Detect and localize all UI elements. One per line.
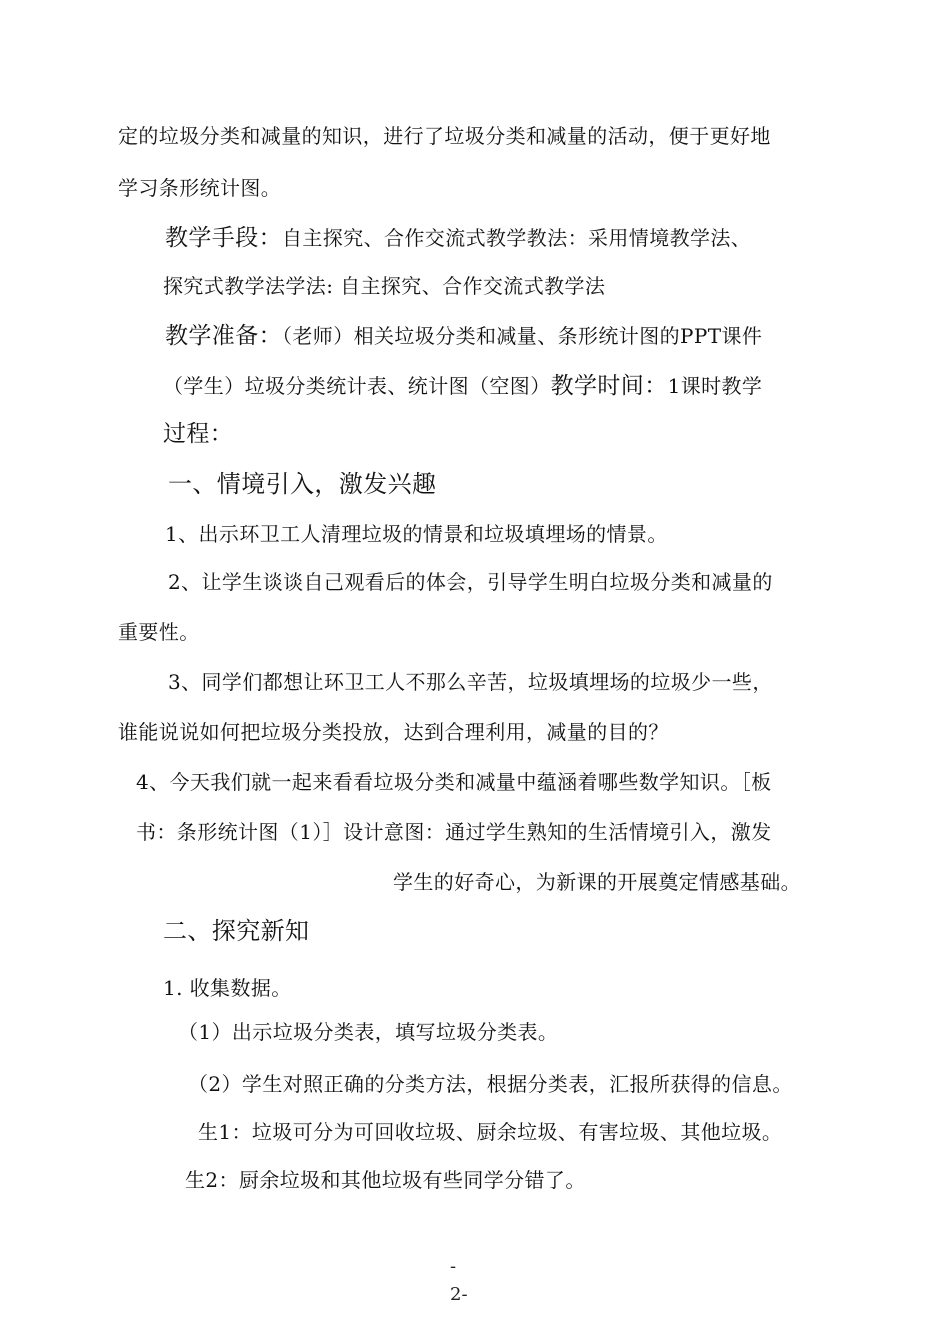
list-item: 2、让学生谈谈自己观看后的体会，引导学生明白垃圾分类和减量的 [168, 570, 773, 594]
teaching-prep-label: 教学准备： [165, 323, 282, 349]
student-answer: 生2：厨余垃圾和其他垃圾有些同学分错了。 [185, 1168, 586, 1192]
process-heading: 过程： [163, 421, 234, 447]
list-item: 1. 收集数据。 [163, 976, 292, 1000]
list-item: 4、今天我们就一起来看看垃圾分类和减量中蕴涵着哪些数学知识。［板 [136, 770, 772, 794]
page-number-dash: - [450, 1256, 457, 1277]
list-item: （1）出示垃圾分类表，填写垃圾分类表。 [178, 1020, 559, 1044]
student-answer: 生1：垃圾可分为可回收垃圾、厨余垃圾、有害垃圾、其他垃圾。 [198, 1120, 783, 1144]
list-item-cont: 谁能说说如何把垃圾分类投放，达到合理利用，减量的目的？ [118, 720, 669, 744]
teaching-prep-text: （老师）相关垃圾分类和减量、条形统计图的PPT课件 [282, 324, 763, 348]
list-item-cont: 学生的好奇心，为新课的开展奠定情感基础。 [393, 870, 801, 894]
teaching-means-label: 教学手段： [165, 225, 282, 251]
teaching-means-text: 自主探究、合作交流式教学教法：采用情境教学法、 [282, 226, 752, 250]
teaching-time-tail: 1课时教学 [667, 374, 763, 398]
paragraph-line: 定的垃圾分类和减量的知识，进行了垃圾分类和减量的活动，便于更好地 [118, 124, 771, 148]
list-item: （2）学生对照正确的分类方法，根据分类表，汇报所获得的信息。 [188, 1072, 793, 1096]
section-heading-1: 一、情境引入，激发兴趣 [168, 470, 437, 498]
teaching-prep-line [165, 320, 762, 352]
list-item: 1、出示环卫工人清理垃圾的情景和垃圾填埋场的情景。 [165, 522, 668, 546]
teaching-time-line [163, 370, 762, 402]
paragraph-line: 探究式教学法学法: 自主探究、合作交流式教学法 [163, 274, 606, 298]
paragraph-line: 学习条形统计图。 [118, 176, 282, 200]
section-heading-2: 二、探究新知 [163, 917, 310, 945]
teaching-time-text: （学生）垃圾分类统计表、统计图（空图） [163, 374, 551, 398]
list-item-cont: 重要性。 [118, 620, 200, 644]
list-item-cont: 书：条形统计图（1）］设计意图：通过学生熟知的生活情境引入，激发 [136, 820, 772, 844]
teaching-time-label: 教学时间： [550, 373, 668, 399]
page-number: 2- [450, 1284, 468, 1305]
teaching-means-line [165, 222, 751, 254]
list-item: 3、同学们都想让环卫工人不那么辛苦，垃圾填埋场的垃圾少一些， [168, 670, 773, 694]
